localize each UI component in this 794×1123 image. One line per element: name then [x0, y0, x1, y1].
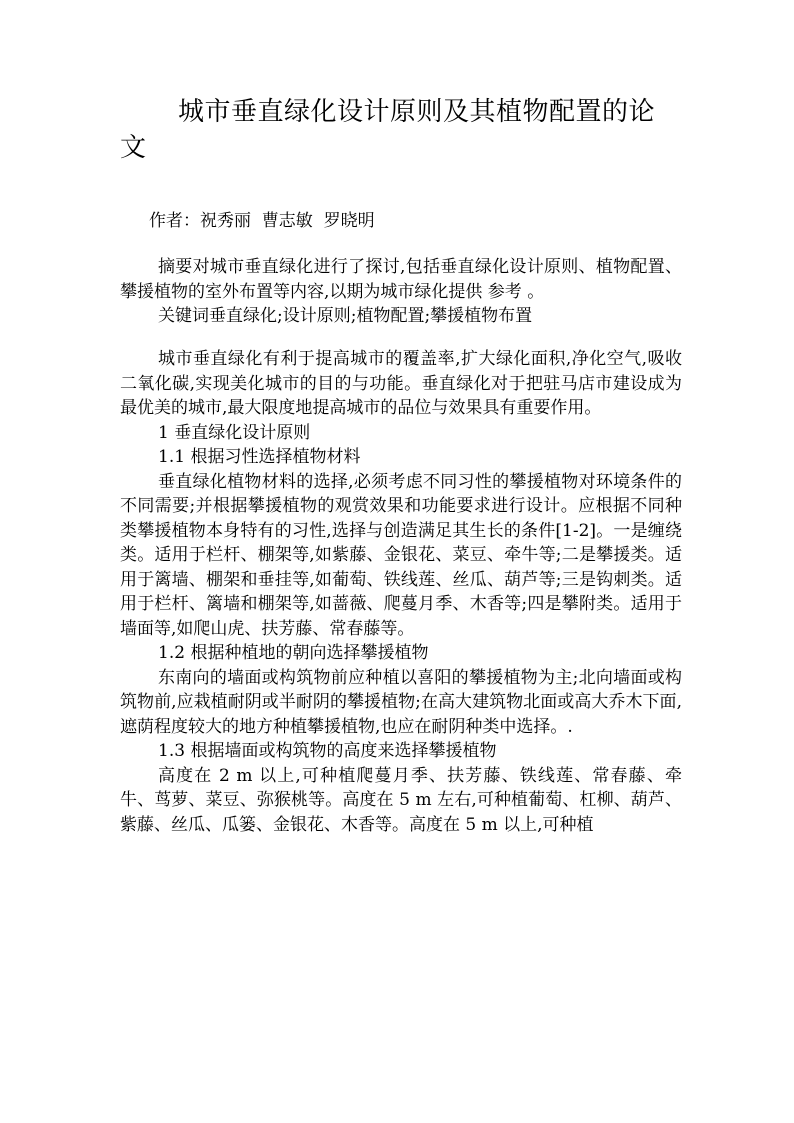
section-1-3-paragraph: 高度在 2 m 以上,可种植爬蔓月季、扶芳藤、铁线莲、常春藤、牵牛、茑萝、菜豆、弥猴桃等。高度在 5 m 左右,可种植葡萄、杠柳、葫芦、紫藤、丝瓜、瓜篓、金银花、木香等。高度在 5 m 以上,可种植 [120, 765, 682, 835]
section-1-3-heading: 1.3 根据墙面或构筑物的高度来选择攀援植物 [158, 741, 497, 761]
abstract-block [120, 255, 682, 329]
section-1-1-paragraph: 垂直绿化植物材料的选择,必须考虑不同习性的攀援植物对环境条件的不同需要;并根据攀援植物的观赏效果和功能要求进行设计。应根据不同种类攀援植物本身特有的习性,选择与创造满足其生长的条件[1-2]。一是缠绕类。适用于栏杆、棚架等,如紫藤、金银花、菜豆、牵牛等;二是攀援类。适用于篱墙、棚架和垂挂等,如葡萄、铁线莲、丝瓜、葫芦等;三是钩刺类。适用于栏杆、篱墙和棚架等,如蔷薇、爬蔓月季、木香等;四是攀附类。适用于墙面等,如爬山虎、扶芳藤、常春藤等。 [120, 471, 682, 639]
section-1-2-heading: 1.2 根据种植地的朝向选择攀援植物 [158, 643, 429, 663]
section-1-2-paragraph: 东南向的墙面或构筑物前应种植以喜阳的攀援植物为主;北向墙面或构筑物前,应栽植耐阴或半耐阴的攀援植物;在高大建筑物北面或高大乔木下面,遮荫程度较大的地方种植攀援植物,也应在耐阴种类中选择。. [120, 667, 682, 737]
paper-title: 城市垂直绿化设计原则及其植物配置的论文 [120, 97, 656, 163]
keywords-text: 关键词垂直绿化;设计原则;植物配置;攀援植物布置 [158, 306, 533, 326]
abstract-text: 摘要对城市垂直绿化进行了探讨,包括垂直绿化设计原则、植物配置、攀援植物的室外布置等内容,以期为城市绿化提供 参考 。 [120, 257, 682, 302]
main-body [120, 347, 682, 837]
section-1-1-heading: 1.1 根据习性选择植物材料 [158, 447, 361, 467]
author-line: 作者：祝秀丽 曹志敏 罗晓明 [149, 211, 375, 231]
section-1-heading: 1 垂直绿化设计原则 [158, 422, 311, 443]
intro-paragraph: 城市垂直绿化有利于提高城市的覆盖率,扩大绿化面积,净化空气,吸收二氧化碳,实现美化城市的目的与功能。垂直绿化对于把驻马店市建设成为最优美的城市,最大限度地提高城市的品位与效果具有重要作用。 [120, 349, 682, 418]
